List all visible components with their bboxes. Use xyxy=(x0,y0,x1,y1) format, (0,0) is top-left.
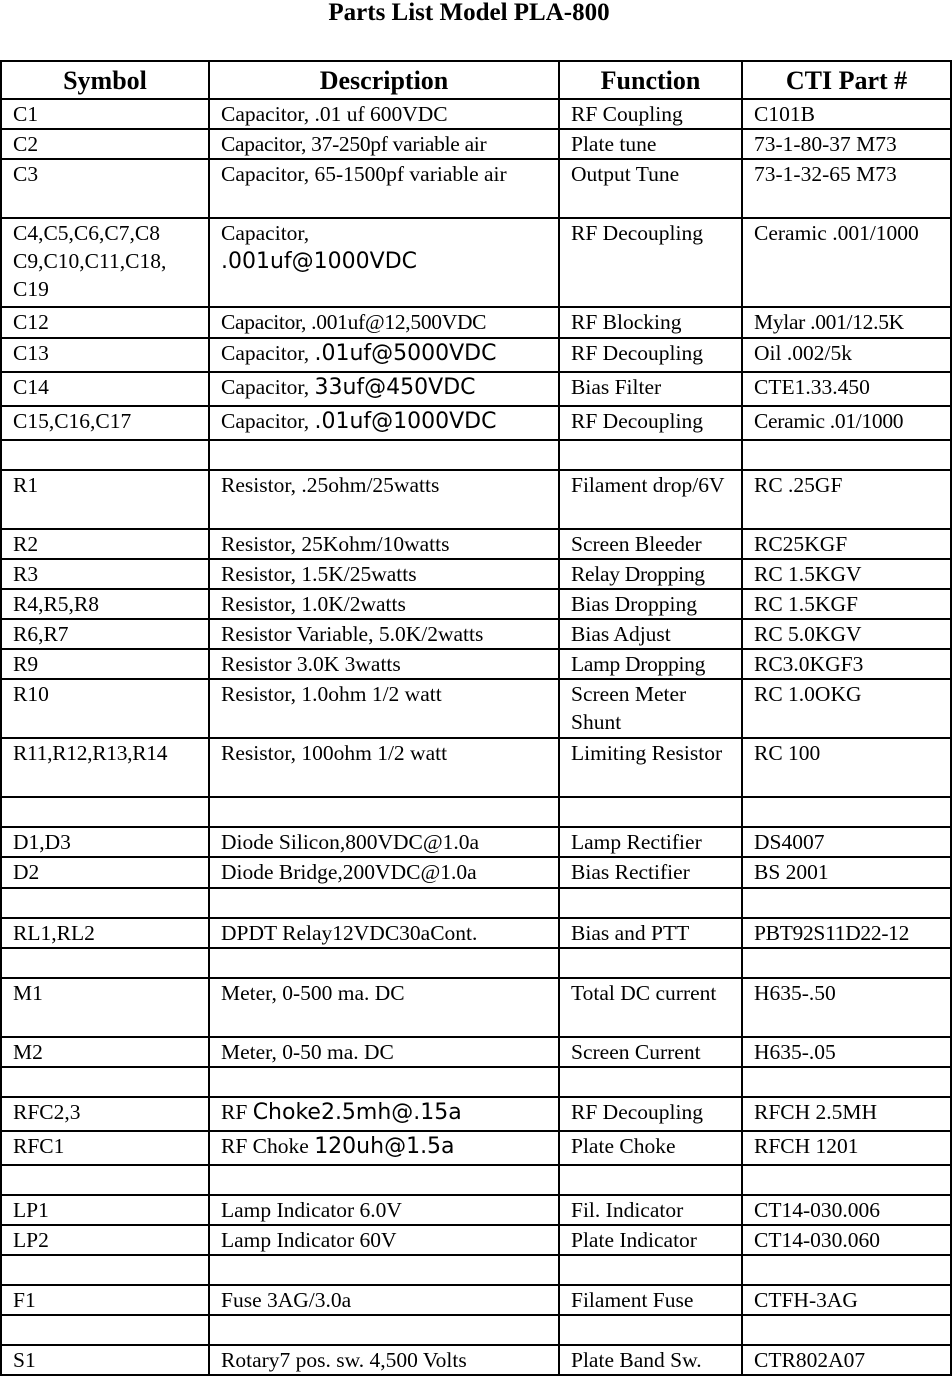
cell-description xyxy=(209,440,559,470)
cell-function: Screen Meter Shunt xyxy=(559,679,742,738)
cell-symbol: R1 xyxy=(1,470,209,529)
cell-function: Bias Dropping xyxy=(559,589,742,619)
cell-part-number: CT14-030.006 xyxy=(742,1195,951,1225)
cell-function xyxy=(559,797,742,827)
table-row xyxy=(1,1131,951,1165)
cell-description xyxy=(209,888,559,918)
cell-function xyxy=(559,1315,742,1345)
cell-symbol xyxy=(1,888,209,918)
table-row xyxy=(1,1285,951,1315)
cell-part-number: RC .25GF xyxy=(742,470,951,529)
cell-function: RF Decoupling xyxy=(559,406,742,440)
cell-symbol: LP1 xyxy=(1,1195,209,1225)
table-row xyxy=(1,619,951,649)
cell-symbol xyxy=(1,1165,209,1195)
table-row xyxy=(1,827,951,857)
cell-symbol: M1 xyxy=(1,978,209,1037)
cell-symbol: S1 xyxy=(1,1345,209,1375)
cell-symbol: F1 xyxy=(1,1285,209,1315)
cell-function xyxy=(559,1255,742,1285)
cell-function: Bias and PTT xyxy=(559,918,742,948)
cell-part-number: 73-1-32-65 M73 xyxy=(742,159,951,218)
column-header-description: Description xyxy=(209,61,559,99)
description-rating: .01uf@1000VDC xyxy=(314,409,497,434)
cell-part-number: RC 5.0KGV xyxy=(742,619,951,649)
cell-function: Plate Indicator xyxy=(559,1225,742,1255)
table-row xyxy=(1,1225,951,1255)
cell-description: Diode Silicon,800VDC@1.0a xyxy=(209,827,559,857)
cell-function: Relay Dropping xyxy=(559,559,742,589)
table-row xyxy=(1,649,951,679)
cell-part-number: CTR802A07 xyxy=(742,1345,951,1375)
cell-description: Resistor, 1.5K/25watts xyxy=(209,559,559,589)
cell-part-number: RC3.0KGF3 xyxy=(742,649,951,679)
cell-description: Meter, 0-500 ma. DC xyxy=(209,978,559,1037)
table-row xyxy=(1,338,951,372)
cell-part-number: DS4007 xyxy=(742,827,951,857)
cell-description: Resistor, 1.0ohm 1/2 watt xyxy=(209,679,559,738)
page-title: Parts List Model PLA-800 xyxy=(328,0,610,26)
table-row xyxy=(1,948,951,978)
cell-function: Plate Band Sw. xyxy=(559,1345,742,1375)
table-row xyxy=(1,406,951,440)
cell-symbol: R6,R7 xyxy=(1,619,209,649)
cell-function: RF Decoupling xyxy=(559,218,742,307)
cell-symbol xyxy=(1,1067,209,1097)
cell-function: RF Blocking xyxy=(559,307,742,338)
cell-function: Bias Filter xyxy=(559,372,742,406)
column-header-part-number: CTI Part # xyxy=(742,61,951,99)
cell-description: Capacitor, 65-1500pf variable air xyxy=(209,159,559,218)
table-row xyxy=(1,440,951,470)
cell-symbol: C14 xyxy=(1,372,209,406)
table-row xyxy=(1,679,951,738)
cell-symbol xyxy=(1,1315,209,1345)
cell-part-number: Ceramic .01/1000 xyxy=(742,406,951,440)
table-row xyxy=(1,797,951,827)
description-text: Capacitor, xyxy=(221,221,310,245)
cell-description xyxy=(209,1131,559,1165)
cell-function: Lamp Dropping xyxy=(559,649,742,679)
description-rating: Choke2.5mh@.15a xyxy=(252,1100,462,1125)
cell-description: Resistor, .25ohm/25watts xyxy=(209,470,559,529)
cell-description xyxy=(209,1165,559,1195)
cell-function: Filament drop/6V xyxy=(559,470,742,529)
cell-description: Meter, 0-50 ma. DC xyxy=(209,1037,559,1067)
cell-part-number: CTE1.33.450 xyxy=(742,372,951,406)
cell-part-number xyxy=(742,948,951,978)
table-row xyxy=(1,1195,951,1225)
cell-description xyxy=(209,218,559,307)
cell-part-number xyxy=(742,1165,951,1195)
cell-part-number: RC 1.5KGF xyxy=(742,589,951,619)
table-row xyxy=(1,372,951,406)
description-rating: .001uf@1000VDC xyxy=(221,249,418,274)
cell-function: RF Coupling xyxy=(559,99,742,129)
description-text: Capacitor, xyxy=(221,375,310,399)
cell-part-number: CT14-030.060 xyxy=(742,1225,951,1255)
cell-description: Resistor, 25Kohm/10watts xyxy=(209,529,559,559)
cell-description: Resistor 3.0K 3watts xyxy=(209,649,559,679)
table-row xyxy=(1,1097,951,1131)
cell-part-number: Mylar .001/12.5K xyxy=(742,307,951,338)
table-row xyxy=(1,978,951,1037)
cell-description xyxy=(209,338,559,372)
table-row xyxy=(1,159,951,218)
cell-symbol xyxy=(1,440,209,470)
cell-function: Total DC current xyxy=(559,978,742,1037)
table-row xyxy=(1,218,951,307)
cell-symbol: R4,R5,R8 xyxy=(1,589,209,619)
cell-function: RF Decoupling xyxy=(559,338,742,372)
cell-part-number: 73-1-80-37 M73 xyxy=(742,129,951,159)
cell-description: DPDT Relay12VDC30aCont. xyxy=(209,918,559,948)
cell-part-number: PBT92S11D22-12 xyxy=(742,918,951,948)
cell-symbol: C3 xyxy=(1,159,209,218)
cell-part-number: CTFH-3AG xyxy=(742,1285,951,1315)
cell-part-number: H635-.50 xyxy=(742,978,951,1037)
cell-symbol: R9 xyxy=(1,649,209,679)
cell-part-number xyxy=(742,1255,951,1285)
cell-description: Diode Bridge,200VDC@1.0a xyxy=(209,857,559,888)
cell-description: Lamp Indicator 6.0V xyxy=(209,1195,559,1225)
cell-symbol: R11,R12,R13,R14 xyxy=(1,738,209,797)
header-row xyxy=(1,61,951,99)
description-rating: 33uf@450VDC xyxy=(314,375,476,400)
cell-symbol: RL1,RL2 xyxy=(1,918,209,948)
cell-part-number xyxy=(742,797,951,827)
cell-part-number xyxy=(742,440,951,470)
cell-symbol: RFC1 xyxy=(1,1131,209,1165)
description-text: RF Choke xyxy=(221,1134,309,1158)
cell-description: Resistor, 100ohm 1/2 watt xyxy=(209,738,559,797)
table-row xyxy=(1,888,951,918)
table-row xyxy=(1,1165,951,1195)
table-row xyxy=(1,1255,951,1285)
column-header-symbol: Symbol xyxy=(1,61,209,99)
cell-description: Fuse 3AG/3.0a xyxy=(209,1285,559,1315)
cell-part-number: RC 100 xyxy=(742,738,951,797)
cell-description: Capacitor, .01 uf 600VDC xyxy=(209,99,559,129)
table-row xyxy=(1,529,951,559)
cell-function: Screen Bleeder xyxy=(559,529,742,559)
table-row xyxy=(1,559,951,589)
cell-description xyxy=(209,797,559,827)
cell-function xyxy=(559,1165,742,1195)
cell-symbol: R2 xyxy=(1,529,209,559)
cell-function xyxy=(559,888,742,918)
description-text: Capacitor, xyxy=(221,409,310,433)
cell-symbol xyxy=(1,797,209,827)
cell-part-number: RC 1.5KGV xyxy=(742,559,951,589)
cell-part-number: BS 2001 xyxy=(742,857,951,888)
table-row xyxy=(1,857,951,888)
cell-function: Limiting Resistor xyxy=(559,738,742,797)
cell-description xyxy=(209,1097,559,1131)
cell-symbol: M2 xyxy=(1,1037,209,1067)
table-row xyxy=(1,589,951,619)
cell-description: Capacitor, .001uf@12,500VDC xyxy=(209,307,559,338)
cell-function: Lamp Rectifier xyxy=(559,827,742,857)
table-row xyxy=(1,1345,951,1375)
cell-symbol: R3 xyxy=(1,559,209,589)
cell-symbol xyxy=(1,1255,209,1285)
cell-function xyxy=(559,440,742,470)
parts-table xyxy=(0,60,952,1376)
cell-symbol: LP2 xyxy=(1,1225,209,1255)
cell-description xyxy=(209,1315,559,1345)
cell-function: Screen Current xyxy=(559,1037,742,1067)
cell-description xyxy=(209,948,559,978)
cell-part-number: Ceramic .001/1000 xyxy=(742,218,951,307)
cell-function: Bias Adjust xyxy=(559,619,742,649)
column-header-function: Function xyxy=(559,61,742,99)
cell-part-number xyxy=(742,888,951,918)
table-row xyxy=(1,1315,951,1345)
cell-part-number: C101B xyxy=(742,99,951,129)
cell-part-number: H635-.05 xyxy=(742,1037,951,1067)
table-row xyxy=(1,918,951,948)
cell-symbol: C4,C5,C6,C7,C8 C9,C10,C11,C18, C19 xyxy=(1,218,209,307)
cell-description xyxy=(209,1067,559,1097)
description-text: Capacitor, xyxy=(221,341,310,365)
cell-function xyxy=(559,1067,742,1097)
table-row xyxy=(1,1067,951,1097)
cell-symbol: C15,C16,C17 xyxy=(1,406,209,440)
cell-symbol: D1,D3 xyxy=(1,827,209,857)
table-row xyxy=(1,129,951,159)
description-text: RF xyxy=(221,1100,248,1124)
cell-part-number xyxy=(742,1067,951,1097)
table-row xyxy=(1,738,951,797)
cell-function xyxy=(559,948,742,978)
description-rating: .01uf@5000VDC xyxy=(314,341,497,366)
table-row xyxy=(1,1037,951,1067)
cell-function: Output Tune xyxy=(559,159,742,218)
cell-part-number: RFCH 1201 xyxy=(742,1131,951,1165)
cell-part-number: RC25KGF xyxy=(742,529,951,559)
cell-symbol: C13 xyxy=(1,338,209,372)
cell-function: Plate tune xyxy=(559,129,742,159)
cell-function: Plate Choke xyxy=(559,1131,742,1165)
table-row xyxy=(1,470,951,529)
cell-description xyxy=(209,1255,559,1285)
cell-description: Capacitor, 37-250pf variable air xyxy=(209,129,559,159)
description-rating: 120uh@1.5a xyxy=(314,1134,455,1159)
cell-description: Resistor, 1.0K/2watts xyxy=(209,589,559,619)
cell-symbol: C2 xyxy=(1,129,209,159)
cell-function: Fil. Indicator xyxy=(559,1195,742,1225)
cell-part-number: RFCH 2.5MH xyxy=(742,1097,951,1131)
cell-symbol: C1 xyxy=(1,99,209,129)
cell-symbol: D2 xyxy=(1,857,209,888)
cell-symbol xyxy=(1,948,209,978)
cell-description xyxy=(209,406,559,440)
cell-symbol: C12 xyxy=(1,307,209,338)
cell-function: Filament Fuse xyxy=(559,1285,742,1315)
cell-symbol: RFC2,3 xyxy=(1,1097,209,1131)
table-row xyxy=(1,99,951,129)
cell-part-number: Oil .002/5k xyxy=(742,338,951,372)
cell-description: Rotary7 pos. sw. 4,500 Volts xyxy=(209,1345,559,1375)
cell-part-number: RC 1.0OKG xyxy=(742,679,951,738)
cell-description: Resistor Variable, 5.0K/2watts xyxy=(209,619,559,649)
cell-part-number xyxy=(742,1315,951,1345)
cell-function: RF Decoupling xyxy=(559,1097,742,1131)
cell-function: Bias Rectifier xyxy=(559,857,742,888)
cell-description: Lamp Indicator 60V xyxy=(209,1225,559,1255)
cell-symbol: R10 xyxy=(1,679,209,738)
table-row xyxy=(1,307,951,338)
cell-description xyxy=(209,372,559,406)
